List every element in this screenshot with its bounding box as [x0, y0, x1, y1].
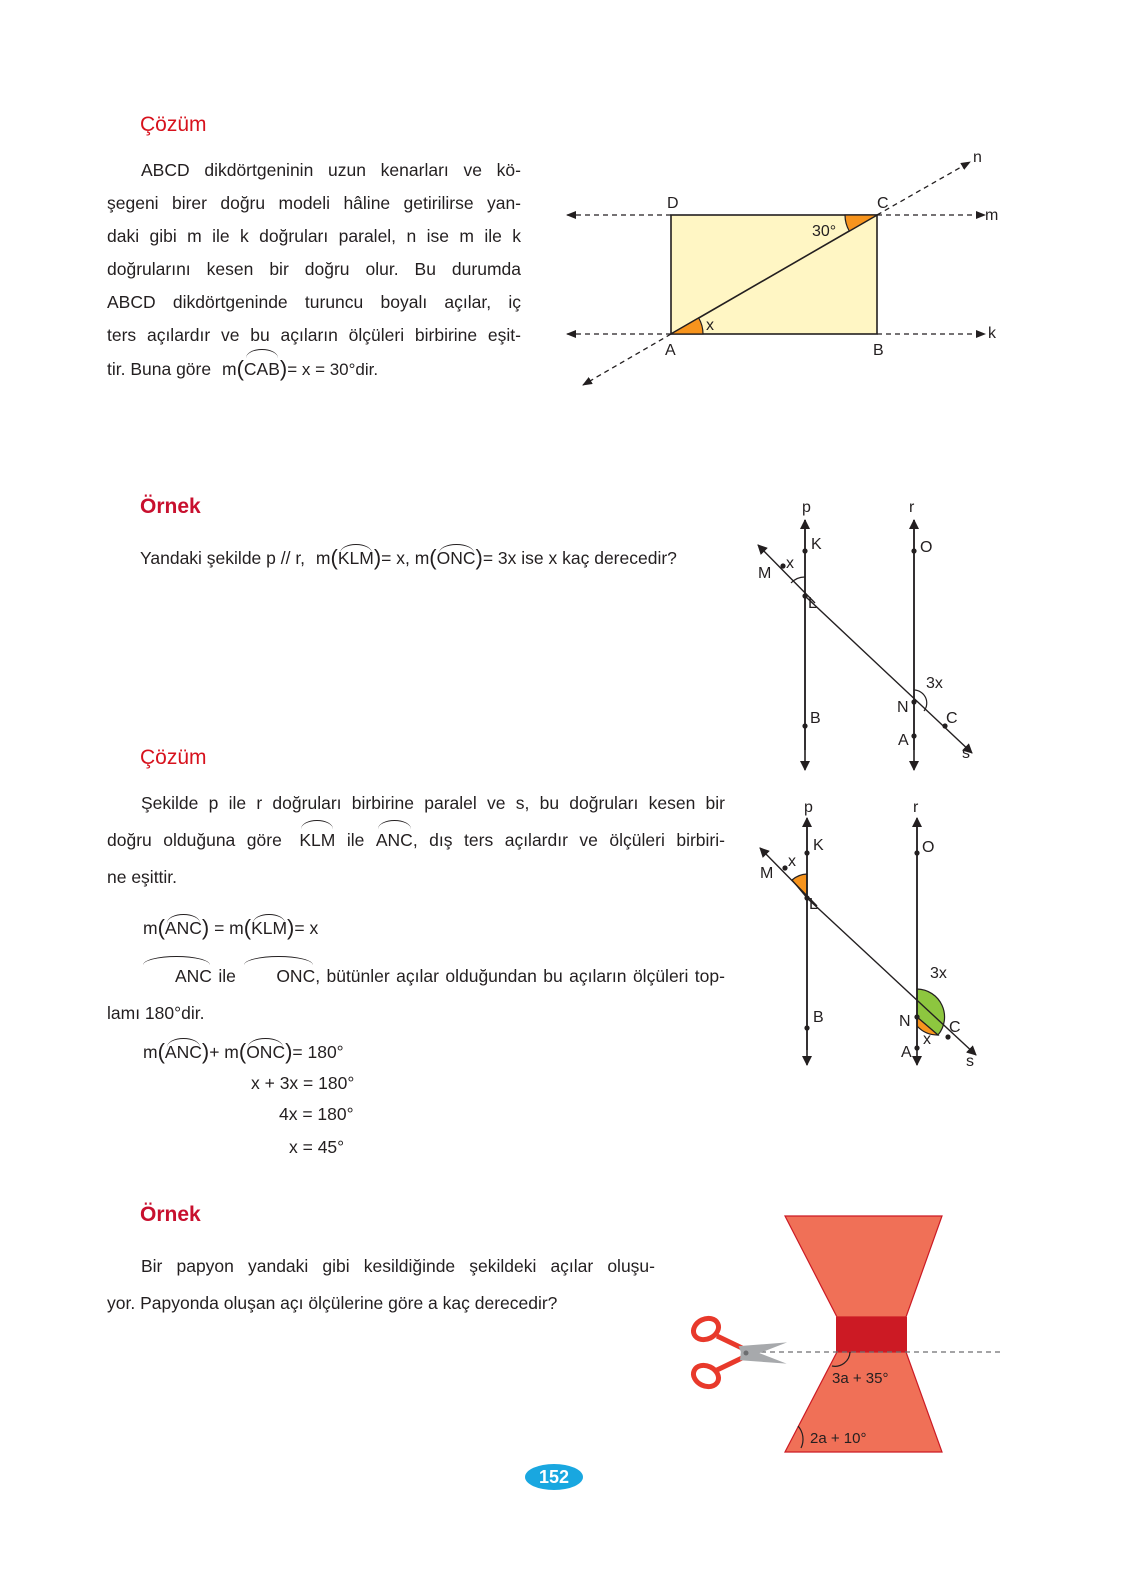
svg-text:O: O [920, 539, 933, 556]
solution-paragraph-2 [107, 787, 725, 894]
label-d: D [667, 195, 679, 212]
angle-klm: KLM [251, 918, 288, 938]
svg-text:C: C [946, 710, 958, 727]
example-heading-2: Örnek [140, 1203, 201, 1226]
line-s [805, 596, 972, 753]
solution-heading-1: Çözüm [140, 113, 207, 136]
label-m: m [985, 207, 999, 224]
paragraph-line: ABCD dikdörtgeninde turuncu boyalı açılar, iç [107, 292, 521, 312]
label-b: B [873, 342, 884, 359]
svg-text:x: x [923, 1031, 931, 1048]
svg-text:s: s [962, 745, 970, 762]
svg-text:K: K [811, 536, 822, 553]
angle-anc: ANC [141, 960, 212, 993]
svg-text:x: x [786, 555, 794, 572]
line-n-bottom [583, 334, 671, 385]
svg-text:p: p [802, 499, 811, 516]
bowtie-top [785, 1216, 942, 1317]
svg-text:x: x [788, 853, 796, 870]
parallel-lines-diagram-2 [740, 790, 1000, 1070]
angle-onc: ONC [436, 548, 476, 568]
solution-heading-2: Çözüm [140, 746, 207, 769]
paragraph-line: doğru olduğuna göre KLM ile ANC, dış ters açılardır ve ölçüleri birbiri- [107, 824, 725, 857]
svg-text:C: C [949, 1019, 961, 1036]
parallel-lines-diagram-1 [740, 490, 1000, 780]
conclusion-line: tir. Buna göre m(CAB)= x = 30°dir. [107, 352, 521, 386]
paragraph-line: ne eşittir. [107, 867, 178, 887]
bowtie-diagram [670, 1200, 1010, 1470]
step-3: x = 45° [289, 1137, 345, 1157]
svg-text:A: A [901, 1044, 912, 1061]
svg-text:p: p [804, 799, 813, 816]
svg-text:2a + 10°: 2a + 10° [810, 1430, 867, 1447]
bowtie-knot [836, 1317, 907, 1352]
equation-1: m(ANC) = m(KLM)= x [143, 915, 319, 940]
text: tir. Buna göre [107, 359, 212, 379]
svg-text:B: B [810, 710, 821, 727]
svg-text:B: B [813, 1009, 824, 1026]
text: Yandaki şekilde p // r, [140, 548, 306, 568]
example-heading-1: Örnek [140, 495, 201, 518]
equation: = 3x ise x kaç derecedir? [482, 548, 677, 568]
rectangle-diagram [555, 140, 1015, 400]
angle-anc: ANC [164, 918, 202, 938]
svg-text:N: N [899, 1013, 911, 1030]
measure-m: m [414, 548, 430, 568]
angle-klm: KLM [337, 548, 374, 568]
page-number: 152 [525, 1464, 583, 1490]
svg-text:L: L [808, 595, 817, 612]
angle-klm: KLM [299, 824, 335, 857]
svg-text:s: s [966, 1053, 974, 1070]
label-c: C [877, 195, 889, 212]
svg-text:M: M [760, 865, 774, 882]
paragraph-line: ters açılardır ve bu açıların ölçüleri birbirine eşit- [107, 325, 521, 345]
svg-text:O: O [922, 839, 935, 856]
svg-text:M: M [758, 565, 772, 582]
step-1: x + 3x = 180° [251, 1073, 355, 1093]
line-n-top [877, 162, 970, 215]
solution-paragraph-1 [107, 154, 521, 386]
paragraph-line: daki gibi m ile k doğruları paralel, n ise m ile k [107, 226, 521, 246]
angle-cab: CAB [244, 353, 280, 386]
angle-anc: ANC [376, 824, 413, 857]
example-question-2: Bir papyon yandaki gibi kesildiğinde şekildeki açılar oluşu- yor. Papyonda oluşan açı ölçülerine göre a kaç derecedir? [107, 1256, 655, 1313]
paragraph-line: Şekilde p ile r doğruları birbirine paralel ve s, bu doğruları kesen bir [141, 793, 725, 813]
measure-m: m [315, 548, 331, 568]
label-x: x [706, 317, 714, 334]
paragraph-line: doğrularını kesen bir doğru olur. Bu durumda [107, 259, 521, 279]
paragraph-line: ABCD dikdörtgeninin uzun kenarları ve kö- [141, 160, 521, 180]
label-30: 30° [812, 223, 837, 240]
svg-text:3x: 3x [930, 965, 947, 982]
svg-text:3a + 35°: 3a + 35° [832, 1370, 889, 1387]
equation-2: m(ANC)+ m(ONC)= 180° [143, 1039, 344, 1064]
label-n: n [973, 149, 982, 166]
label-k: k [988, 325, 996, 342]
measure-m: m [221, 359, 237, 379]
example-question-1: Yandaki şekilde p // r, m(KLM)= x, m(ONC)= 3x ise x kaç derecedir? [140, 545, 677, 570]
paragraph-line: şegeni birer doğru modeli hâline getirilirse yan- [107, 193, 521, 213]
svg-text:K: K [813, 837, 824, 854]
equation: = x, [381, 548, 410, 568]
svg-text:L: L [809, 896, 818, 913]
svg-text:r: r [913, 799, 919, 816]
solution-paragraph-3: ANC ile ONC, bütünler açılar olduğundan bu açıların ölçüleri top- lamı 180°dir. [107, 960, 725, 1030]
svg-text:A: A [898, 732, 909, 749]
svg-text:r: r [909, 499, 915, 516]
label-a: A [665, 342, 676, 359]
angle-onc: ONC [242, 960, 315, 993]
step-2: 4x = 180° [279, 1104, 354, 1124]
equation: = x = 30°dir. [287, 360, 379, 379]
svg-text:N: N [897, 699, 909, 716]
svg-text:3x: 3x [926, 675, 943, 692]
